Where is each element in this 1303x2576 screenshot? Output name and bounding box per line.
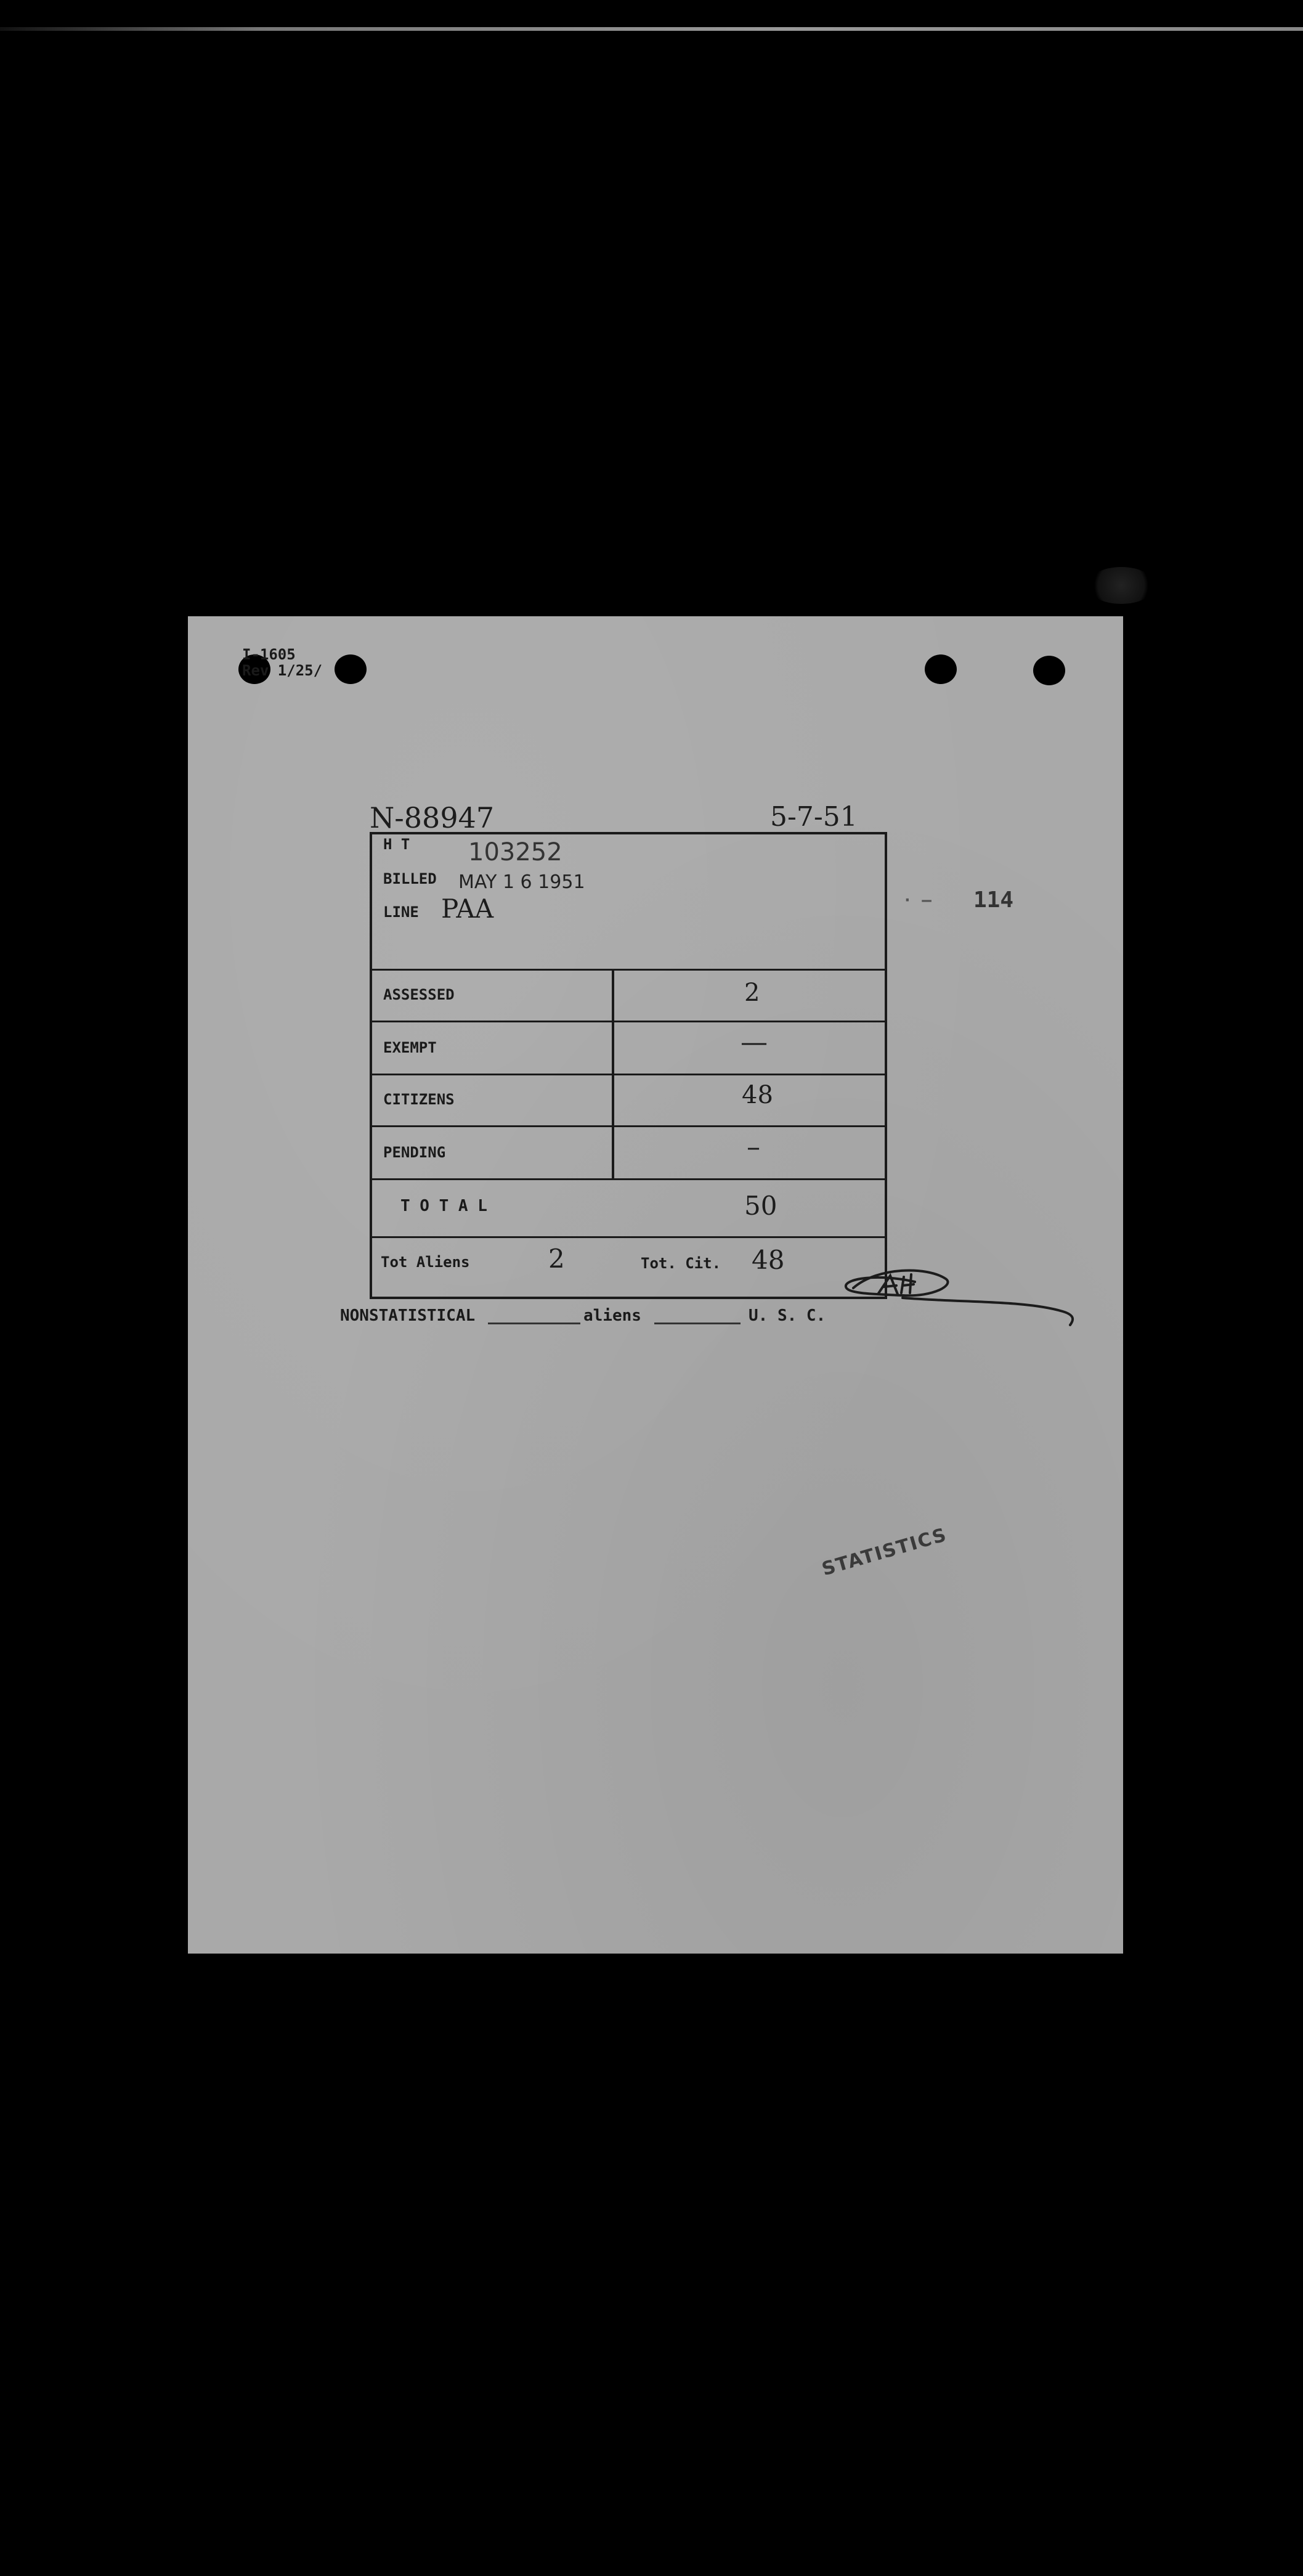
citizens-label: CITIZENS: [383, 1091, 455, 1108]
nonstatistical-blank: [488, 1323, 580, 1324]
column-divider: [612, 969, 614, 1178]
citizens-value: 48: [742, 1081, 773, 1109]
assessed-value: 2: [744, 979, 760, 1007]
line-label: LINE: [383, 903, 419, 921]
rule-1: [372, 969, 885, 971]
nonstatistical-label: NONSTATISTICAL: [340, 1306, 476, 1325]
rule-4: [372, 1125, 885, 1127]
total-value: 50: [744, 1191, 777, 1221]
document-page: [188, 616, 1123, 1954]
scan-edge-mark: [1087, 567, 1155, 604]
scan-top-rule: [0, 27, 1303, 31]
manifest-number: N-88947: [370, 801, 495, 834]
tot-cit-value: 48: [752, 1245, 785, 1275]
punch-hole-right-b: [1033, 656, 1065, 685]
statistics-stamp: STATISTICS: [819, 1523, 950, 1581]
billed-date: MAY 1 6 1951: [458, 871, 585, 893]
form-number: I-1605: [242, 646, 296, 663]
assessed-label: ASSESSED: [383, 986, 455, 1003]
rule-3: [372, 1074, 885, 1075]
rule-6: [372, 1236, 885, 1238]
manifest-date: 5-7-51: [770, 801, 858, 833]
pending-value: –: [747, 1131, 760, 1163]
exempt-value: —: [741, 1027, 768, 1058]
billed-label: BILLED: [383, 870, 437, 887]
tot-cit-label: Tot. Cit.: [641, 1255, 721, 1272]
rule-5: [372, 1178, 885, 1180]
pending-label: PENDING: [383, 1144, 446, 1161]
ht-value: 103252: [468, 838, 562, 866]
aliens-blank: [654, 1323, 741, 1324]
form-revision: Rev 1/25/: [242, 662, 323, 679]
line-value: PAA: [441, 894, 494, 924]
initials-signature: [841, 1263, 1112, 1337]
total-label: T O T A L: [400, 1197, 487, 1215]
punch-hole-right-a: [925, 654, 957, 684]
side-number: 114: [973, 887, 1014, 913]
usc-label: U. S. C.: [749, 1306, 826, 1325]
record-box: [370, 832, 887, 1299]
tot-aliens-label: Tot Aliens: [381, 1253, 470, 1271]
punch-hole-left-b: [335, 654, 367, 684]
side-dash: · –: [903, 891, 932, 910]
aliens-label: aliens: [583, 1306, 641, 1325]
tot-aliens-value: 2: [548, 1244, 565, 1274]
exempt-label: EXEMPT: [383, 1039, 437, 1056]
rule-2: [372, 1021, 885, 1022]
ht-label: H T: [383, 836, 410, 853]
